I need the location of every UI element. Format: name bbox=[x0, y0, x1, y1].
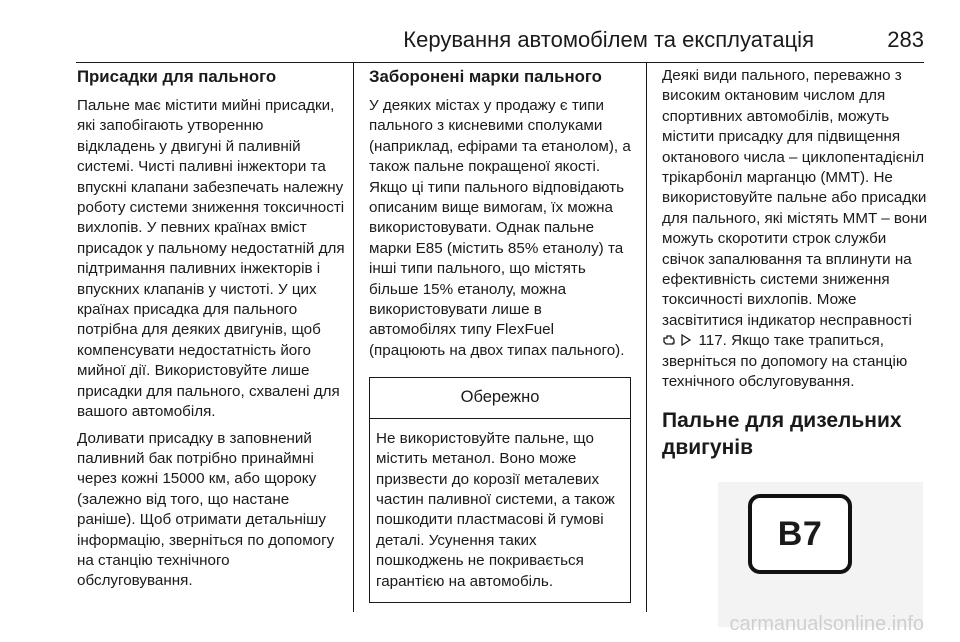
header-title: Керування автомобілем та експлуатація bbox=[403, 27, 814, 52]
column-prohibited-fuels bbox=[369, 66, 632, 603]
column-mmt-diesel bbox=[662, 66, 928, 461]
column-divider bbox=[353, 62, 354, 612]
column-fuel-additives bbox=[77, 66, 345, 598]
section-heading: Присадки для пального bbox=[77, 67, 277, 86]
paragraph: У деяких містах у продажу є типи пального з кисневими сполуками (наприклад, ефірами та етанолом), а також пальне покращеної якості. Якщо ці типи пального відповідають описаним вище вимогам, їх можна використовувати. Однак пальне марки E85 (містить 85% етанолу) та інші типи пального, що містять більше 15% етанолу, можна використовувати лише в автомобілях типу FlexFuel (працюють на двох типах пального). bbox=[369, 97, 631, 359]
paragraph: Доливати присадку в заповнений паливний бак потрібно принаймні через кожні 15000 км, або щороку (залежно від того, що настане раніше). Щоб отримати детальнішу інформацію, зверніться по допомогу на станцію технічного обслуговування. bbox=[77, 429, 335, 590]
page-reference-arrow-icon[interactable] bbox=[680, 333, 694, 347]
engine-check-icon bbox=[662, 333, 676, 347]
page-number: 283 bbox=[887, 27, 924, 52]
page-header bbox=[76, 0, 924, 63]
b7-label-text: B7 bbox=[777, 514, 823, 553]
section-heading: Заборонені марки пального bbox=[369, 67, 602, 86]
b7-label-box bbox=[748, 494, 852, 574]
column-divider bbox=[646, 62, 647, 612]
paragraph bbox=[662, 66, 928, 393]
paragraph-text: Деякі види пального, переважно з високим октановим числом для спортивних автомобілів, можуть містити присадку для підвищення октанового числа – циклопентадієніл трікарбоніл марганцю (MMT). Не використовуйте пальне або присадки для пального, які містять MMT – вони можуть скоротити строк служби свічок запалювання та вплинути на ефективність системи зниження токсичності вихлопів. Може засвітитися індикатор несправності bbox=[662, 67, 928, 329]
section-heading: Пальне для дизельних двигунів bbox=[662, 408, 902, 459]
page-reference[interactable]: 117. bbox=[698, 332, 727, 350]
b7-fuel-label-figure bbox=[718, 482, 923, 627]
watermark: carmanualsonline.info bbox=[729, 613, 924, 635]
paragraph: Пальне має містити мийні присадки, які запобігають утворенню відкладень у двигуні й паливній системі. Чисті паливні інжектори та впускні клапани забезпечать належну роботу системи зниження токсичності вихлопів. У певних країнах вміст присадок у пальному недостатній для підтримання паливних інжекторів і впускних клапанів у чистоті. У цих країнах присадка для пального потрібна для деяких двигунів, щоб компенсувати недостатність його мийної дії. Використовуйте лише присадки для пального, схвалені для вашого автомобіля. bbox=[77, 97, 345, 421]
paragraph-text: Якщо таке трапиться, зверніться по допомогу на станцію технічного обслуговування. bbox=[662, 332, 908, 391]
caution-box bbox=[369, 377, 631, 603]
caution-title: Обережно bbox=[370, 378, 630, 418]
caution-text: Не використовуйте пальне, що містить метанол. Воно може призвести до корозії металевих частин паливної системи, а також пошкодити пластмасові й гумові деталі. Усунення таких пошкоджень не покривається гарантією на автомобіль. bbox=[376, 429, 615, 590]
